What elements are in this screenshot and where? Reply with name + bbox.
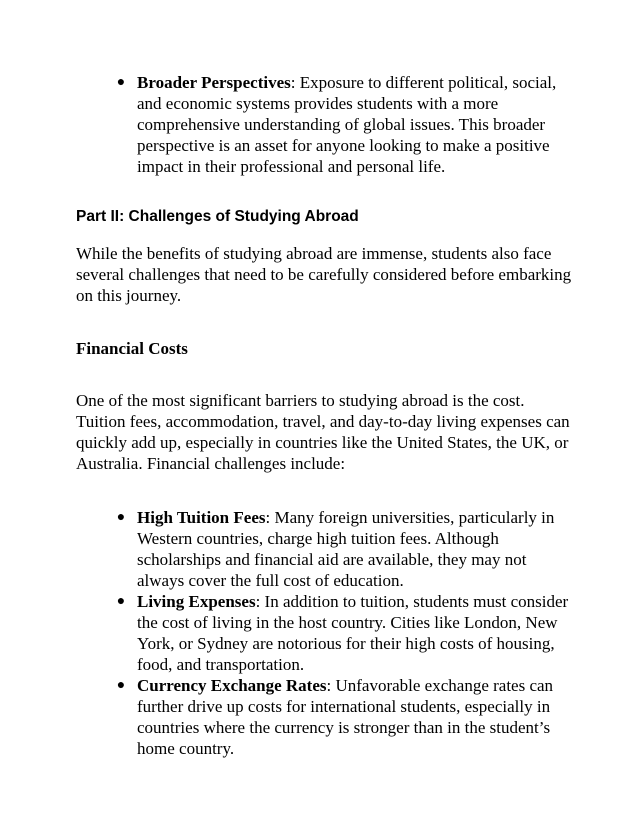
- benefits-bullet-list: [116, 72, 577, 177]
- bullet-term: Living Expenses: [137, 592, 256, 611]
- intro-paragraph: While the benefits of studying abroad are immense, students also face several challenges that need to be carefully considered before embarking on this journey.: [76, 244, 572, 305]
- bullet-text: : Exposure to different political, social, and economic systems provides students with a more comprehensive understanding of global issues. This broader perspective is an asset for anyone looking to make a positive impact in their professional and personal life.: [137, 73, 557, 176]
- bullet-icon: ●: [116, 510, 126, 525]
- bullet-icon: ●: [116, 594, 126, 609]
- section-heading-part-2: Part II: Challenges of Studying Abroad: [76, 208, 359, 225]
- list-item: [116, 675, 577, 759]
- bullet-term: High Tuition Fees: [137, 508, 266, 527]
- list-item: [116, 507, 577, 591]
- bullet-text: : Unfavorable exchange rates can further drive up costs for international students, especially in countries where the currency is stronger than in the student’s home country.: [137, 676, 554, 758]
- bullet-term: Currency Exchange Rates: [137, 676, 327, 695]
- bullet-icon: ●: [116, 75, 126, 90]
- list-item: [116, 591, 577, 675]
- financial-challenges-list: [116, 507, 577, 759]
- list-item: [116, 72, 577, 177]
- bullet-text: : Many foreign universities, particularly in Western countries, charge high tuition fees. Although scholarships and financial aid are available, they may not always cover the full cost of education.: [137, 508, 555, 590]
- bullet-term: Broader Perspectives: [137, 73, 291, 92]
- subheading-financial-costs: Financial Costs: [76, 339, 188, 358]
- bullet-icon: ●: [116, 678, 126, 693]
- financial-costs-paragraph: One of the most significant barriers to studying abroad is the cost. Tuition fees, accommodation, travel, and day-to-day living expenses can quickly add up, especially in countries like the United States, the UK, or Australia. Financial challenges include:: [76, 391, 570, 473]
- bullet-text: : In addition to tuition, students must consider the cost of living in the host country. Cities like London, New York, or Sydney are notorious for their high costs of housing, food, and transportation.: [137, 592, 569, 674]
